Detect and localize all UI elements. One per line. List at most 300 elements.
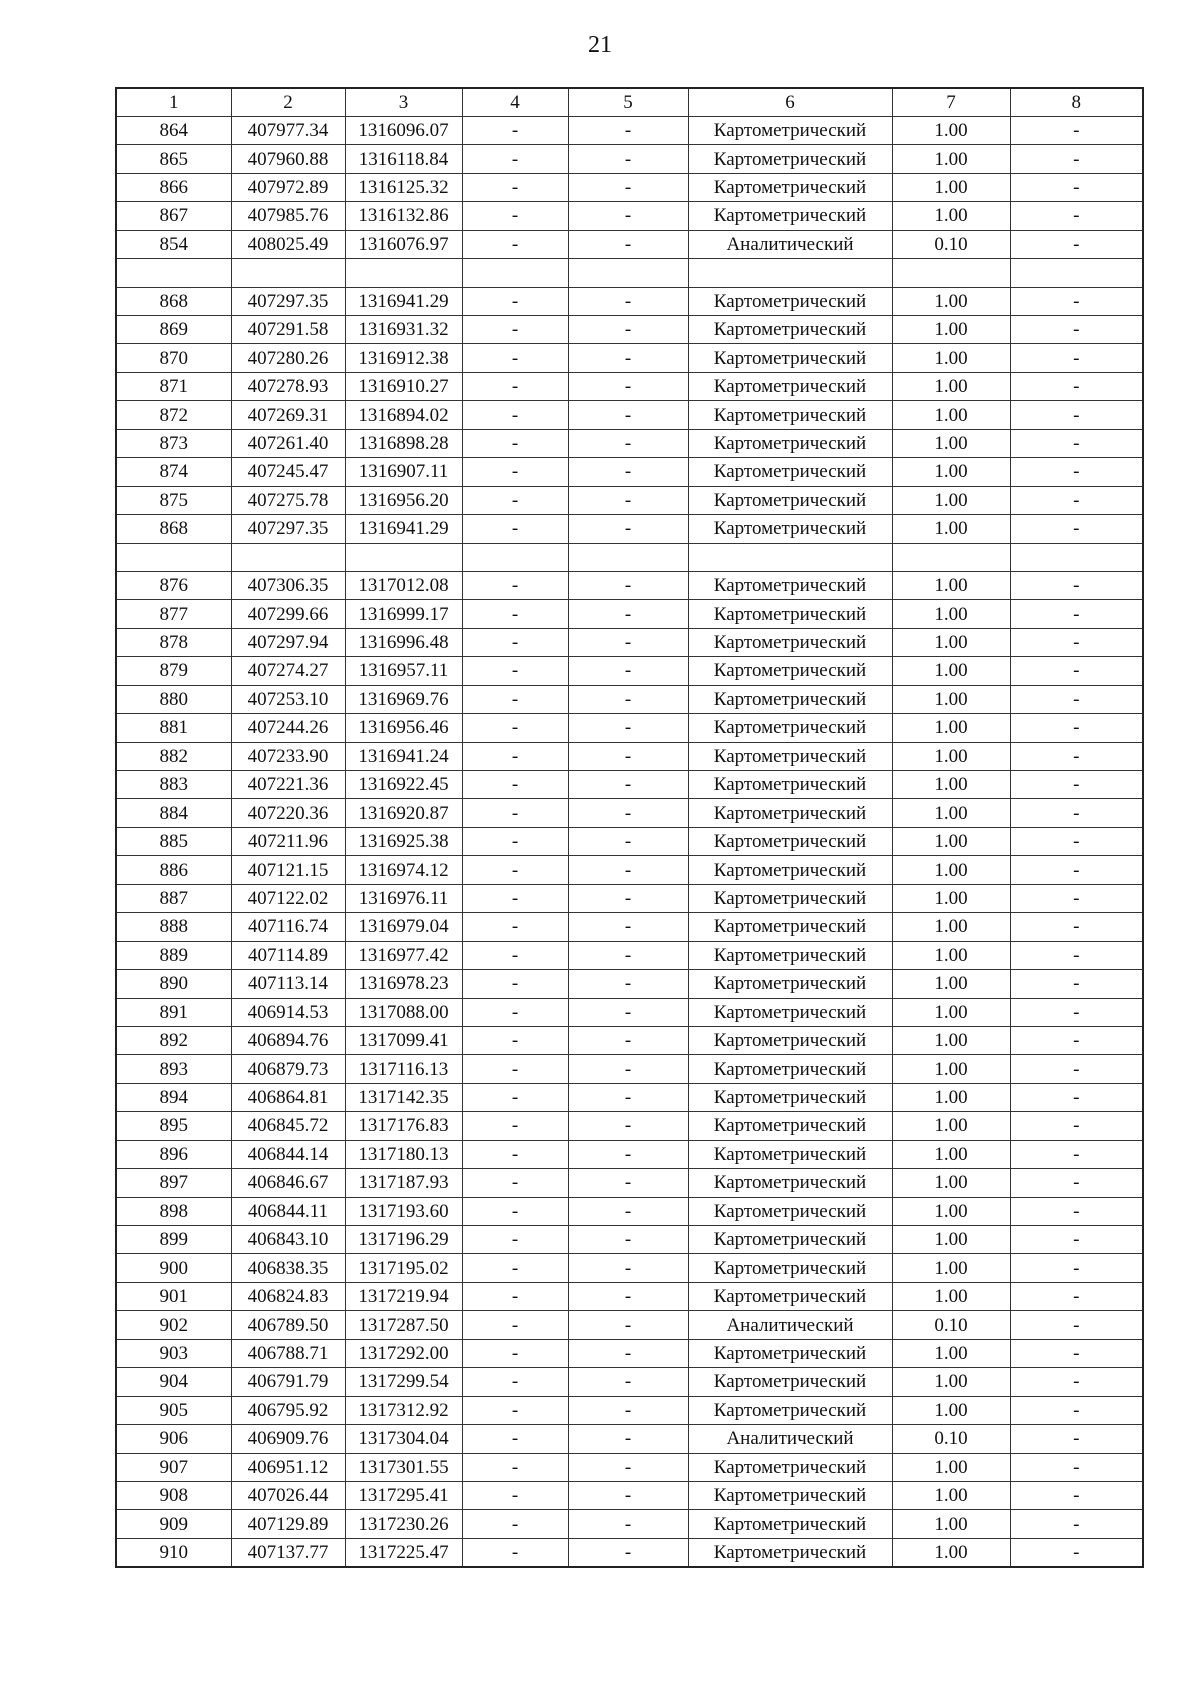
- col-8-value: -: [1010, 742, 1143, 770]
- empty-cell: [892, 543, 1010, 571]
- table-row: [116, 173, 1143, 201]
- point-number: 901: [116, 1282, 231, 1310]
- point-number: 867: [116, 202, 231, 230]
- accuracy: 1.00: [892, 116, 1010, 144]
- separator-row: [116, 543, 1143, 571]
- accuracy: 1.00: [892, 1083, 1010, 1111]
- col-5-value: -: [568, 628, 688, 656]
- col-4-value: -: [462, 1169, 568, 1197]
- col-8-value: -: [1010, 1282, 1143, 1310]
- method: Картометрический: [688, 998, 892, 1026]
- method: Картометрический: [688, 515, 892, 543]
- table-row: [116, 316, 1143, 344]
- accuracy: 1.00: [892, 884, 1010, 912]
- col-5-value: -: [568, 1169, 688, 1197]
- accuracy: 1.00: [892, 1510, 1010, 1538]
- method: Картометрический: [688, 657, 892, 685]
- empty-cell: [688, 543, 892, 571]
- point-number: 908: [116, 1481, 231, 1509]
- method: Аналитический: [688, 230, 892, 258]
- point-number: 878: [116, 628, 231, 656]
- method: Картометрический: [688, 1083, 892, 1111]
- method: Аналитический: [688, 1425, 892, 1453]
- col-4-value: -: [462, 1226, 568, 1254]
- point-number: 891: [116, 998, 231, 1026]
- col-4-value: -: [462, 571, 568, 599]
- col-4-value: -: [462, 344, 568, 372]
- x-coordinate: 407116.74: [231, 913, 345, 941]
- y-coordinate: 1316920.87: [345, 799, 462, 827]
- point-number: 880: [116, 685, 231, 713]
- method: Картометрический: [688, 344, 892, 372]
- y-coordinate: 1316132.86: [345, 202, 462, 230]
- x-coordinate: 406795.92: [231, 1396, 345, 1424]
- x-coordinate: 407261.40: [231, 429, 345, 457]
- col-5-value: -: [568, 1425, 688, 1453]
- col-8-value: -: [1010, 230, 1143, 258]
- col-5-value: -: [568, 685, 688, 713]
- method: Картометрический: [688, 1169, 892, 1197]
- y-coordinate: 1317295.41: [345, 1481, 462, 1509]
- col-8-value: -: [1010, 970, 1143, 998]
- method: Картометрический: [688, 401, 892, 429]
- y-coordinate: 1316894.02: [345, 401, 462, 429]
- accuracy: 1.00: [892, 1254, 1010, 1282]
- point-number: 881: [116, 714, 231, 742]
- col-4-value: -: [462, 628, 568, 656]
- point-number: 865: [116, 145, 231, 173]
- x-coordinate: 407121.15: [231, 856, 345, 884]
- accuracy: 1.00: [892, 742, 1010, 770]
- point-number: 872: [116, 401, 231, 429]
- method: Картометрический: [688, 827, 892, 855]
- x-coordinate: 407269.31: [231, 401, 345, 429]
- accuracy: 1.00: [892, 401, 1010, 429]
- y-coordinate: 1316977.42: [345, 941, 462, 969]
- empty-cell: [462, 259, 568, 287]
- table-row: [116, 1339, 1143, 1367]
- col-8-value: -: [1010, 1140, 1143, 1168]
- accuracy: 1.00: [892, 913, 1010, 941]
- point-number: 895: [116, 1112, 231, 1140]
- point-number: 898: [116, 1197, 231, 1225]
- accuracy: 1.00: [892, 600, 1010, 628]
- accuracy: 1.00: [892, 1197, 1010, 1225]
- accuracy: 1.00: [892, 372, 1010, 400]
- col-5-value: -: [568, 856, 688, 884]
- col-4-value: -: [462, 429, 568, 457]
- y-coordinate: 1316976.11: [345, 884, 462, 912]
- empty-cell: [1010, 259, 1143, 287]
- table-row: [116, 714, 1143, 742]
- col-8-value: -: [1010, 1425, 1143, 1453]
- x-coordinate: 406879.73: [231, 1055, 345, 1083]
- col-4-value: -: [462, 1311, 568, 1339]
- y-coordinate: 1317193.60: [345, 1197, 462, 1225]
- y-coordinate: 1317195.02: [345, 1254, 462, 1282]
- col-8-value: -: [1010, 1254, 1143, 1282]
- col-8-value: -: [1010, 1226, 1143, 1254]
- y-coordinate: 1316974.12: [345, 856, 462, 884]
- col-5-value: -: [568, 116, 688, 144]
- x-coordinate: 406838.35: [231, 1254, 345, 1282]
- table-row: [116, 1197, 1143, 1225]
- point-number: 885: [116, 827, 231, 855]
- col-4-value: -: [462, 1140, 568, 1168]
- column-header: 2: [231, 88, 345, 116]
- accuracy: 1.00: [892, 1226, 1010, 1254]
- col-5-value: -: [568, 1197, 688, 1225]
- col-5-value: -: [568, 486, 688, 514]
- method: Картометрический: [688, 742, 892, 770]
- col-5-value: -: [568, 344, 688, 372]
- col-4-value: -: [462, 913, 568, 941]
- col-8-value: -: [1010, 429, 1143, 457]
- col-4-value: -: [462, 316, 568, 344]
- y-coordinate: 1316979.04: [345, 913, 462, 941]
- col-8-value: -: [1010, 628, 1143, 656]
- accuracy: 1.00: [892, 1396, 1010, 1424]
- accuracy: 1.00: [892, 202, 1010, 230]
- x-coordinate: 407297.35: [231, 515, 345, 543]
- point-number: 879: [116, 657, 231, 685]
- col-8-value: -: [1010, 571, 1143, 599]
- accuracy: 1.00: [892, 628, 1010, 656]
- point-number: 889: [116, 941, 231, 969]
- table-row: [116, 1169, 1143, 1197]
- x-coordinate: 407297.35: [231, 287, 345, 315]
- x-coordinate: 407221.36: [231, 771, 345, 799]
- x-coordinate: 407129.89: [231, 1510, 345, 1538]
- y-coordinate: 1317196.29: [345, 1226, 462, 1254]
- accuracy: 1.00: [892, 714, 1010, 742]
- y-coordinate: 1316925.38: [345, 827, 462, 855]
- col-5-value: -: [568, 771, 688, 799]
- col-4-value: -: [462, 1083, 568, 1111]
- accuracy: 1.00: [892, 1140, 1010, 1168]
- col-4-value: -: [462, 1197, 568, 1225]
- x-coordinate: 407274.27: [231, 657, 345, 685]
- table-row: [116, 429, 1143, 457]
- col-4-value: -: [462, 1368, 568, 1396]
- col-5-value: -: [568, 827, 688, 855]
- point-number: 905: [116, 1396, 231, 1424]
- y-coordinate: 1316996.48: [345, 628, 462, 656]
- method: Картометрический: [688, 1538, 892, 1566]
- table-row: [116, 202, 1143, 230]
- x-coordinate: 407137.77: [231, 1538, 345, 1566]
- col-5-value: -: [568, 1396, 688, 1424]
- col-4-value: -: [462, 1510, 568, 1538]
- table-row: [116, 1481, 1143, 1509]
- col-4-value: -: [462, 742, 568, 770]
- col-8-value: -: [1010, 1112, 1143, 1140]
- x-coordinate: 407280.26: [231, 344, 345, 372]
- empty-cell: [892, 259, 1010, 287]
- separator-row: [116, 259, 1143, 287]
- col-8-value: -: [1010, 884, 1143, 912]
- col-4-value: -: [462, 884, 568, 912]
- accuracy: 0.10: [892, 230, 1010, 258]
- empty-cell: [568, 543, 688, 571]
- x-coordinate: 406844.14: [231, 1140, 345, 1168]
- col-4-value: -: [462, 970, 568, 998]
- column-header: 3: [345, 88, 462, 116]
- empty-cell: [231, 259, 345, 287]
- x-coordinate: 407220.36: [231, 799, 345, 827]
- y-coordinate: 1317304.04: [345, 1425, 462, 1453]
- col-8-value: -: [1010, 401, 1143, 429]
- col-5-value: -: [568, 1140, 688, 1168]
- column-header: 5: [568, 88, 688, 116]
- x-coordinate: 406824.83: [231, 1282, 345, 1310]
- col-8-value: -: [1010, 1510, 1143, 1538]
- point-number: 899: [116, 1226, 231, 1254]
- y-coordinate: 1317187.93: [345, 1169, 462, 1197]
- y-coordinate: 1317012.08: [345, 571, 462, 599]
- accuracy: 1.00: [892, 316, 1010, 344]
- accuracy: 1.00: [892, 657, 1010, 685]
- table-row: [116, 884, 1143, 912]
- point-number: 909: [116, 1510, 231, 1538]
- table-row: [116, 116, 1143, 144]
- y-coordinate: 1316978.23: [345, 970, 462, 998]
- empty-cell: [116, 259, 231, 287]
- method: Аналитический: [688, 1311, 892, 1339]
- method: Картометрический: [688, 486, 892, 514]
- x-coordinate: 407233.90: [231, 742, 345, 770]
- y-coordinate: 1316956.46: [345, 714, 462, 742]
- col-4-value: -: [462, 827, 568, 855]
- table-row: [116, 1226, 1143, 1254]
- point-number: 875: [116, 486, 231, 514]
- col-5-value: -: [568, 742, 688, 770]
- point-number: 870: [116, 344, 231, 372]
- col-5-value: -: [568, 1026, 688, 1054]
- col-5-value: -: [568, 1481, 688, 1509]
- accuracy: 1.00: [892, 486, 1010, 514]
- col-5-value: -: [568, 429, 688, 457]
- x-coordinate: 406864.81: [231, 1083, 345, 1111]
- col-5-value: -: [568, 1538, 688, 1566]
- point-number: 871: [116, 372, 231, 400]
- col-8-value: -: [1010, 1538, 1143, 1566]
- accuracy: 1.00: [892, 1026, 1010, 1054]
- header-row: [116, 88, 1143, 116]
- y-coordinate: 1316941.29: [345, 515, 462, 543]
- table-row: [116, 1055, 1143, 1083]
- col-8-value: -: [1010, 998, 1143, 1026]
- y-coordinate: 1317116.13: [345, 1055, 462, 1083]
- table-row: [116, 1396, 1143, 1424]
- accuracy: 1.00: [892, 1453, 1010, 1481]
- col-5-value: -: [568, 287, 688, 315]
- col-4-value: -: [462, 1396, 568, 1424]
- col-4-value: -: [462, 657, 568, 685]
- point-number: 873: [116, 429, 231, 457]
- col-8-value: -: [1010, 486, 1143, 514]
- col-5-value: -: [568, 657, 688, 685]
- col-5-value: -: [568, 1282, 688, 1310]
- method: Картометрический: [688, 1197, 892, 1225]
- col-5-value: -: [568, 970, 688, 998]
- col-8-value: -: [1010, 344, 1143, 372]
- col-4-value: -: [462, 116, 568, 144]
- method: Картометрический: [688, 970, 892, 998]
- col-8-value: -: [1010, 1083, 1143, 1111]
- col-4-value: -: [462, 1055, 568, 1083]
- table-row: [116, 1538, 1143, 1566]
- col-8-value: -: [1010, 913, 1143, 941]
- col-4-value: -: [462, 998, 568, 1026]
- col-8-value: -: [1010, 1453, 1143, 1481]
- table-row: [116, 600, 1143, 628]
- col-4-value: -: [462, 486, 568, 514]
- method: Картометрический: [688, 1254, 892, 1282]
- col-4-value: -: [462, 1538, 568, 1566]
- method: Картометрический: [688, 1140, 892, 1168]
- method: Картометрический: [688, 1339, 892, 1367]
- col-5-value: -: [568, 1083, 688, 1111]
- accuracy: 1.00: [892, 1282, 1010, 1310]
- table-row: [116, 742, 1143, 770]
- y-coordinate: 1316957.11: [345, 657, 462, 685]
- point-number: 900: [116, 1254, 231, 1282]
- method: Картометрический: [688, 1026, 892, 1054]
- col-5-value: -: [568, 145, 688, 173]
- table-row: [116, 1368, 1143, 1396]
- accuracy: 1.00: [892, 1169, 1010, 1197]
- table-row: [116, 401, 1143, 429]
- col-4-value: -: [462, 401, 568, 429]
- col-4-value: -: [462, 1254, 568, 1282]
- col-8-value: -: [1010, 1396, 1143, 1424]
- x-coordinate: 406951.12: [231, 1453, 345, 1481]
- y-coordinate: 1316076.97: [345, 230, 462, 258]
- method: Картометрический: [688, 1282, 892, 1310]
- col-4-value: -: [462, 202, 568, 230]
- col-4-value: -: [462, 145, 568, 173]
- col-4-value: -: [462, 685, 568, 713]
- col-8-value: -: [1010, 1311, 1143, 1339]
- point-number: 907: [116, 1453, 231, 1481]
- empty-cell: [462, 543, 568, 571]
- accuracy: 1.00: [892, 1339, 1010, 1367]
- y-coordinate: 1317219.94: [345, 1282, 462, 1310]
- col-8-value: -: [1010, 600, 1143, 628]
- y-coordinate: 1316931.32: [345, 316, 462, 344]
- col-8-value: -: [1010, 202, 1143, 230]
- x-coordinate: 406789.50: [231, 1311, 345, 1339]
- table-row: [116, 941, 1143, 969]
- col-8-value: -: [1010, 372, 1143, 400]
- method: Картометрический: [688, 116, 892, 144]
- method: Картометрический: [688, 941, 892, 969]
- point-number: 884: [116, 799, 231, 827]
- accuracy: 1.00: [892, 515, 1010, 543]
- col-5-value: -: [568, 1453, 688, 1481]
- col-4-value: -: [462, 799, 568, 827]
- point-number: 892: [116, 1026, 231, 1054]
- point-number: 902: [116, 1311, 231, 1339]
- point-number: 906: [116, 1425, 231, 1453]
- table-row: [116, 799, 1143, 827]
- accuracy: 1.00: [892, 799, 1010, 827]
- column-header: 8: [1010, 88, 1143, 116]
- method: Картометрический: [688, 316, 892, 344]
- col-5-value: -: [568, 913, 688, 941]
- point-number: 866: [116, 173, 231, 201]
- method: Картометрический: [688, 913, 892, 941]
- col-5-value: -: [568, 884, 688, 912]
- col-5-value: -: [568, 998, 688, 1026]
- col-5-value: -: [568, 515, 688, 543]
- x-coordinate: 407977.34: [231, 116, 345, 144]
- y-coordinate: 1316922.45: [345, 771, 462, 799]
- empty-cell: [116, 543, 231, 571]
- y-coordinate: 1316907.11: [345, 458, 462, 486]
- col-8-value: -: [1010, 173, 1143, 201]
- method: Картометрический: [688, 600, 892, 628]
- col-5-value: -: [568, 1226, 688, 1254]
- method: Картометрический: [688, 856, 892, 884]
- coordinates-table: [115, 87, 1144, 1568]
- x-coordinate: 407026.44: [231, 1481, 345, 1509]
- empty-cell: [231, 543, 345, 571]
- x-coordinate: 407211.96: [231, 827, 345, 855]
- col-8-value: -: [1010, 116, 1143, 144]
- col-4-value: -: [462, 372, 568, 400]
- point-number: 877: [116, 600, 231, 628]
- method: Картометрический: [688, 173, 892, 201]
- table-row: [116, 998, 1143, 1026]
- table-row: [116, 571, 1143, 599]
- col-4-value: -: [462, 856, 568, 884]
- col-8-value: -: [1010, 1368, 1143, 1396]
- accuracy: 1.00: [892, 1112, 1010, 1140]
- y-coordinate: 1317176.83: [345, 1112, 462, 1140]
- accuracy: 1.00: [892, 1538, 1010, 1566]
- table-row: [116, 515, 1143, 543]
- method: Картометрический: [688, 628, 892, 656]
- point-number: 896: [116, 1140, 231, 1168]
- point-number: 894: [116, 1083, 231, 1111]
- accuracy: 1.00: [892, 287, 1010, 315]
- accuracy: 1.00: [892, 1481, 1010, 1509]
- method: Картометрический: [688, 202, 892, 230]
- y-coordinate: 1316941.29: [345, 287, 462, 315]
- point-number: 868: [116, 515, 231, 543]
- accuracy: 1.00: [892, 344, 1010, 372]
- point-number: 883: [116, 771, 231, 799]
- empty-cell: [688, 259, 892, 287]
- col-8-value: -: [1010, 827, 1143, 855]
- table-row: [116, 1282, 1143, 1310]
- point-number: 910: [116, 1538, 231, 1566]
- col-4-value: -: [462, 1339, 568, 1367]
- y-coordinate: 1316118.84: [345, 145, 462, 173]
- y-coordinate: 1316956.20: [345, 486, 462, 514]
- method: Картометрический: [688, 458, 892, 486]
- x-coordinate: 406843.10: [231, 1226, 345, 1254]
- point-number: 903: [116, 1339, 231, 1367]
- table-row: [116, 372, 1143, 400]
- col-5-value: -: [568, 230, 688, 258]
- method: Картометрический: [688, 1510, 892, 1538]
- accuracy: 1.00: [892, 429, 1010, 457]
- col-5-value: -: [568, 799, 688, 827]
- table-row: [116, 970, 1143, 998]
